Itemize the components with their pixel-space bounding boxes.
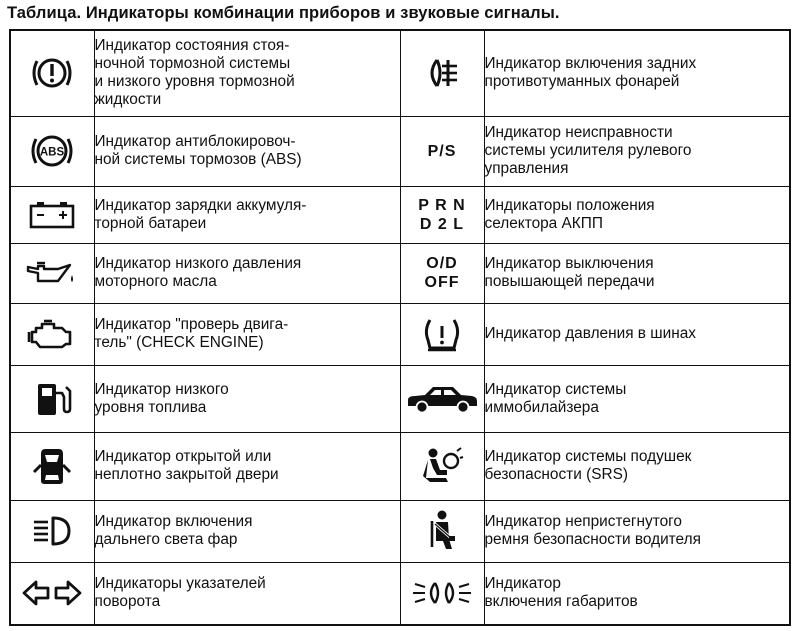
tire-pressure-icon: [420, 314, 464, 354]
description-cell: [484, 186, 790, 243]
gear-selector-code: [418, 196, 465, 234]
code-line: P R N: [418, 196, 466, 214]
text-line: иммобилайзера: [484, 398, 599, 416]
table-row: [10, 243, 790, 303]
description-cell: [484, 500, 790, 562]
description-cell: [484, 243, 790, 303]
table-row: [10, 303, 790, 365]
code-line: O/D: [426, 255, 458, 272]
battery-icon: [27, 199, 77, 231]
oil-pressure-icon: [24, 257, 80, 289]
text-line: Индикатор включения: [94, 513, 253, 530]
text-line: системы усилителя рулевого: [484, 142, 692, 159]
brake-warning-icon: [29, 53, 75, 93]
icon-cell: [10, 186, 94, 243]
page-title: Таблица. Индикаторы комбинации приборов и звуковые сигналы.: [7, 4, 560, 22]
indicator-table: [9, 29, 791, 626]
icon-cell: [10, 500, 94, 562]
fuel-icon: [30, 379, 74, 419]
text-line: Индикатор состояния стоя-: [94, 37, 290, 55]
text-line: противотуманных фонарей: [484, 73, 680, 91]
abs-icon: [28, 131, 76, 171]
icon-cell: [400, 432, 484, 500]
icon-cell: [10, 365, 94, 432]
seatbelt-icon: [422, 509, 462, 553]
icon-cell: [400, 116, 484, 186]
table-row: [10, 186, 790, 243]
door-open-icon: [32, 445, 72, 487]
description-cell: [94, 365, 400, 432]
text-line: Индикаторы указателей: [94, 575, 266, 593]
icon-cell: [10, 303, 94, 365]
description-cell: [484, 432, 790, 500]
text-line: Индикатор антиблокировоч-: [94, 133, 296, 150]
icon-cell: [400, 243, 484, 303]
table-row: [10, 562, 790, 625]
text-line: включения габаритов: [484, 593, 638, 611]
description-cell: [94, 303, 400, 365]
text-line: Индикатор непристегнутого: [484, 513, 682, 530]
icon-cell: [400, 500, 484, 562]
text-line: Индикатор включения задних: [484, 55, 697, 73]
icon-cell: [10, 562, 94, 625]
description-cell: [484, 365, 790, 432]
text-line: моторного масла: [94, 273, 217, 290]
text-line: ремня безопасности водителя: [484, 531, 701, 548]
text-line: селектора АКПП: [484, 214, 603, 232]
power-steering-code: [428, 142, 457, 161]
text-line: Индикатор системы подушек: [484, 448, 692, 465]
code-line: D 2 L: [419, 215, 465, 233]
text-line: Индикатор системы: [484, 380, 627, 398]
text-line: Индикатор: [484, 575, 561, 593]
description-cell: [484, 562, 790, 625]
icon-cell: [10, 243, 94, 303]
description-cell: [484, 303, 790, 365]
icon-cell: [400, 562, 484, 625]
icon-cell: [10, 432, 94, 500]
overdrive-off-code: [425, 254, 460, 292]
text-line: торной батареи: [94, 214, 207, 232]
description-cell: [94, 432, 400, 500]
text-line: Индикатор давления в шинах: [484, 325, 696, 342]
text-line: Индикатор неисправности: [484, 124, 673, 141]
table-row: [10, 116, 790, 186]
text-line: тель" (CHECK ENGINE): [94, 334, 264, 351]
icon-cell: [400, 30, 484, 116]
icon-cell: [10, 116, 94, 186]
icon-cell: [400, 303, 484, 365]
text-line: Индикатор открытой или: [94, 448, 272, 465]
table-row: [10, 500, 790, 562]
text-line: жидкости: [94, 91, 162, 109]
text-line: Индикаторы положения: [484, 196, 655, 214]
high-beam-icon: [29, 513, 75, 549]
text-line: и низкого уровня тормозной: [94, 73, 295, 91]
table-row: [10, 30, 790, 116]
parking-lights-icon: [407, 576, 477, 610]
text-line: ночной тормозной системы: [94, 55, 291, 73]
text-line: Индикатор зарядки аккумуля-: [94, 196, 307, 214]
text-line: Индикатор низкого: [94, 380, 229, 398]
description-cell: [94, 500, 400, 562]
text-line: управления: [484, 160, 569, 177]
text-line: дальнего света фар: [94, 531, 238, 548]
description-cell: [484, 30, 790, 116]
text-line: Индикатор "проверь двига-: [94, 316, 289, 333]
check-engine-icon: [26, 316, 78, 352]
text-line: неплотно закрытой двери: [94, 466, 279, 483]
airbag-icon: [420, 446, 464, 486]
icon-cell: [400, 186, 484, 243]
turn-signal-icon: [20, 578, 84, 608]
immobilizer-car-icon: [405, 384, 479, 414]
description-cell: [94, 243, 400, 303]
code-line: OFF: [424, 274, 460, 291]
text-line: Индикатор выключения: [484, 255, 654, 272]
description-cell: [94, 186, 400, 243]
icon-cell: [10, 30, 94, 116]
description-cell: [94, 562, 400, 625]
description-cell: [484, 116, 790, 186]
icon-cell: [400, 365, 484, 432]
text-line: ной системы тормозов (ABS): [94, 151, 302, 168]
text-line: поворота: [94, 593, 161, 611]
abs-icon-label: ABS: [40, 146, 65, 159]
description-cell: [94, 116, 400, 186]
text-line: повышающей передачи: [484, 273, 655, 290]
table-row: [10, 432, 790, 500]
description-cell: [94, 30, 400, 116]
table-row: [10, 365, 790, 432]
text-line: безопасности (SRS): [484, 466, 628, 483]
text-line: Индикатор низкого давления: [94, 255, 302, 272]
text-line: уровня топлива: [94, 398, 207, 416]
rear-fog-light-icon: [423, 55, 461, 91]
code-line: P/S: [427, 142, 457, 160]
